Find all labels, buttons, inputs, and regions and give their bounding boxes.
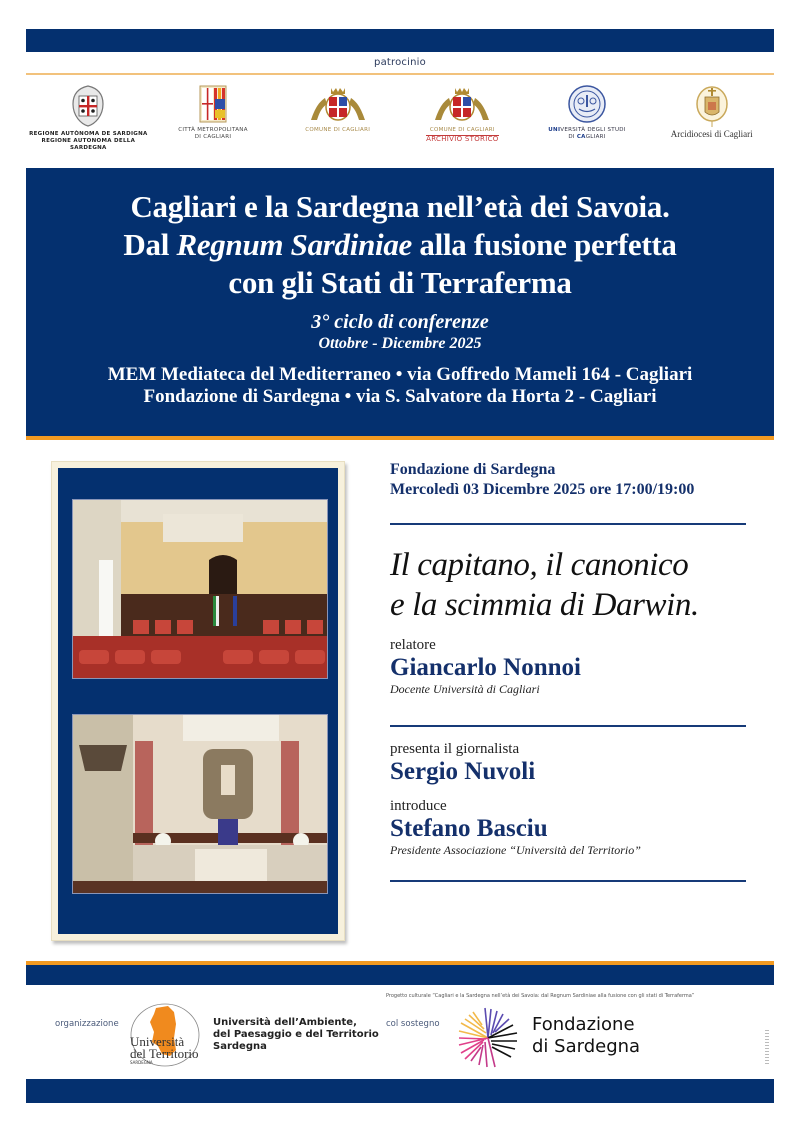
conference-cycle: 3° ciclo di conferenze bbox=[311, 311, 489, 333]
talk-title: Il capitano, il canonico e la scimmia di Darwin. bbox=[390, 547, 699, 623]
sponsor-name: Fondazione di Sardegna bbox=[532, 1014, 641, 1057]
conference-title: Cagliari e la Sardegna nell’età dei Savoia. Dal Regnum Sardiniae alla fusione perfetta con gli Stati di Terraferma bbox=[123, 189, 677, 300]
logo-universita-cagliari: UNIVERSITÀ DEGLI STUDI DI CAGLIARI bbox=[525, 84, 650, 154]
archivio-storico-crest-icon bbox=[431, 84, 493, 124]
footer-navy-bar-top bbox=[26, 965, 774, 985]
top-navy-bar bbox=[26, 29, 774, 52]
organization-label: organizzazione bbox=[55, 1019, 119, 1029]
photo-council-hall bbox=[72, 499, 328, 679]
logo-arcidiocesi bbox=[649, 84, 774, 154]
logo-caption: COMUNE DI CAGLIARI bbox=[426, 127, 498, 136]
logo-archivio-storico bbox=[400, 84, 525, 154]
presenter-role: presenta il giornalista bbox=[390, 741, 520, 757]
citta-metropolitana-crest-icon bbox=[199, 84, 227, 124]
logo-caption: REGIONE AUTONOMA DELLA SARDEGNA bbox=[41, 138, 136, 151]
logo-regione-sardegna bbox=[26, 84, 151, 154]
conference-period: Ottobre - Dicembre 2025 bbox=[318, 335, 482, 352]
universita-territorio-logo: Università del Territorio SARDEGNA bbox=[128, 1002, 202, 1068]
divider bbox=[390, 523, 746, 525]
logo-caption: COMUNE DI CAGLIARI bbox=[305, 127, 371, 133]
patronage-divider bbox=[26, 73, 774, 75]
speaker-affiliation: Docente Università di Cagliari bbox=[390, 682, 540, 696]
event-venue: Fondazione di Sardegna bbox=[390, 461, 556, 478]
comune-cagliari-crest-icon bbox=[307, 84, 369, 124]
divider bbox=[390, 725, 746, 727]
speaker-name: Giancarlo Nonnoi bbox=[390, 654, 581, 681]
design-credit bbox=[765, 1030, 769, 1066]
universita-cagliari-seal-icon bbox=[567, 84, 607, 124]
sardinia-region-crest-icon bbox=[69, 84, 107, 128]
arcidiocesi-crest-icon bbox=[694, 84, 730, 128]
conference-header bbox=[26, 168, 774, 440]
logo-comune-cagliari bbox=[275, 84, 400, 154]
logo-caption: REGIONE AUTÒNOMA DE SARDIGNA bbox=[29, 131, 148, 137]
presenter-name: Sergio Nuvoli bbox=[390, 758, 536, 785]
divider bbox=[390, 880, 746, 882]
speaker-role: relatore bbox=[390, 637, 436, 653]
logo-caption: Arcidiocesi di Cagliari bbox=[670, 129, 753, 139]
logo-caption: CITTÀ METROPOLITANA bbox=[178, 127, 248, 133]
footer-navy-bar-bottom bbox=[26, 1079, 774, 1103]
photo-panel bbox=[51, 461, 345, 941]
event-info bbox=[390, 460, 748, 882]
conference-venues: MEM Mediateca del Mediterraneo • via Goffredo Mameli 164 - Cagliari Fondazione di Sardegna • via S. Salvatore da Horta 2 - Cagliari bbox=[107, 364, 693, 407]
photo-church-altar bbox=[72, 714, 328, 894]
council-hall-image bbox=[73, 500, 328, 679]
support-label: col sostegno bbox=[386, 1019, 440, 1029]
event-datetime: Mercoledì 03 Dicembre 2025 ore 17:00/19:00 bbox=[390, 481, 695, 498]
fondazione-sardegna-logo-icon bbox=[455, 1005, 521, 1071]
logo-citta-metropolitana bbox=[151, 84, 276, 154]
project-note: Progetto culturale “Cagliari e la Sardegna nell’età dei Savoia: dal Regnum Sardiniae alla fusione con gli stati di Terraferma” bbox=[386, 993, 695, 999]
church-altar-image bbox=[73, 715, 328, 894]
patronage-label: patrocinio bbox=[374, 57, 426, 68]
logo-caption: ARCHIVIO STORICO bbox=[426, 135, 499, 143]
logo-caption: DI CAGLIARI bbox=[194, 134, 232, 140]
introducer-name: Stefano Basciu bbox=[390, 815, 548, 842]
organizer-name: Università dell’Ambiente, del Paesaggio e del Territorio Sardegna bbox=[213, 1017, 379, 1052]
introducer-role: introduce bbox=[390, 798, 447, 814]
patronage-logos bbox=[26, 84, 774, 154]
introducer-affiliation: Presidente Associazione “Università del Territorio” bbox=[390, 843, 641, 857]
